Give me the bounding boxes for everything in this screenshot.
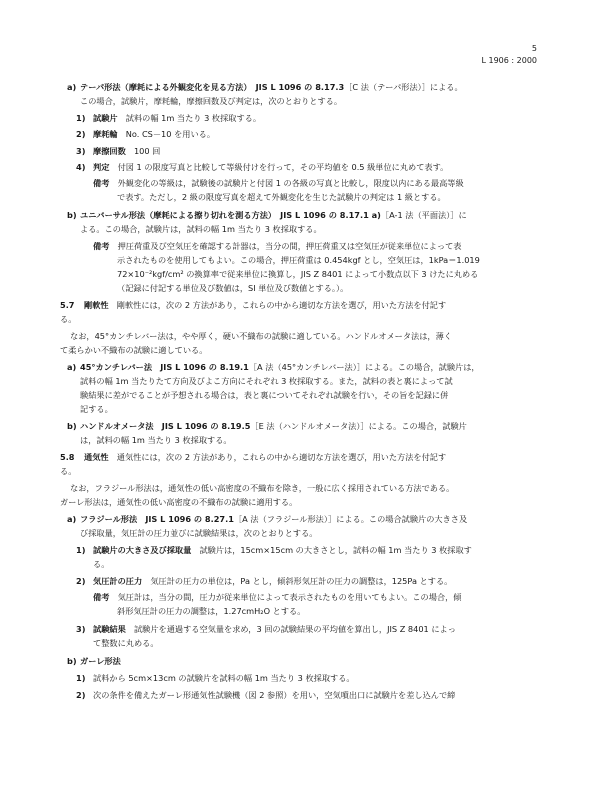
text-line: ガーレ形法は，通気性の低い高密度の不織布の試験に適用する。 — [60, 497, 298, 507]
document-code: L 1906 : 2000 — [481, 56, 537, 65]
text-line: 備考 押圧荷重及び空気圧を確認する計器は，当分の間，押圧荷重又は空気圧が従来単位によって表 — [93, 241, 462, 251]
text-line: この場合，試験片，摩耗輪，摩擦回数及び判定は，次のとおりとする。 — [80, 96, 343, 106]
text-line: は，試料の幅 1m 当たり 3 枚採取する。 — [80, 435, 232, 445]
clause-marker: b) — [67, 421, 77, 431]
text-line: 備考 外観変化の等級は，試験後の試験片と付図 1 の各級の写真と比較し，限度以内にある最高等級 — [93, 178, 464, 188]
text-line: る。 — [60, 314, 77, 324]
text-line: 45°カンチレバー法 JIS L 1096 の 8.19.1［A 法（45°カンチレバー法）］による。この場合，試験片は， — [80, 362, 480, 372]
text-line: 記する。 — [80, 404, 113, 414]
clause-marker: b) — [67, 656, 77, 666]
text-line: 剛軟性 剛軟性には，次の 2 方法があり，これらの中から適切な方法を選び，用いた方法を付記す — [84, 300, 447, 310]
clause-marker: 1) — [76, 113, 86, 123]
clause-marker: 4) — [76, 162, 86, 172]
text-line: フラジール形法 JIS L 1096 の 8.27.1［A 法（フラジール形法）］による。この場合試験片の大きさ及 — [80, 514, 468, 524]
clause-marker: 3) — [76, 624, 86, 634]
clause-marker: 3) — [76, 146, 86, 156]
clause-heading: 備考 — [93, 592, 110, 602]
clause-heading: 摩擦回数 — [93, 146, 126, 156]
text-line: 験結果に差がでることが予想される場合は，表と裏についてそれぞれ試験を行い，その旨を記録に併 — [80, 390, 449, 400]
clause-marker: a) — [67, 514, 77, 524]
clause-marker: b) — [67, 210, 77, 220]
text-line: よる。この場合，試験片は，試料の幅 1m 当たり 3 枚採取する。 — [80, 224, 322, 234]
text-line: 摩擦回数 100 回 — [93, 146, 161, 156]
text-line: 試験片の大きさ及び採取量 試験片は，15cm×15cm の大きさとし，試料の幅 1m 当たり 3 枚採取す — [93, 545, 472, 555]
text-line: なお，45°カンチレバー法は，やや厚く，硬い不織布の試験に適している。ハンドルオメータ法は，薄く — [70, 331, 452, 341]
text-line: 72×10⁻²kgf/cm² の換算率で従来単位に換算し，JIS Z 8401 によって小数点以下 3 けたに丸める — [117, 269, 479, 279]
text-line: る。 — [60, 466, 77, 476]
text-line: 試験片 試料の幅 1m 当たり 3 枚採取する。 — [93, 113, 262, 123]
clause-marker: 2) — [76, 690, 86, 700]
clause-heading: 気圧計の圧力 — [93, 576, 143, 586]
clause-heading: 摩耗輪 — [93, 129, 118, 139]
clause-heading: ハンドルオメータ法 JIS L 1096 の 8.19.5 — [80, 421, 251, 431]
text-line: なお，フラジール形法は，通気性の低い高密度の不織布を除き，一般に広く採用されている方法である。 — [70, 483, 455, 493]
clause-heading: 通気性 — [84, 452, 109, 462]
clause-heading: 備考 — [93, 178, 110, 188]
text-line: る。 — [93, 559, 110, 569]
clause-marker: a) — [67, 362, 77, 372]
clause-marker: a) — [67, 82, 77, 92]
clause-heading: 判定 — [93, 162, 110, 172]
text-line: ハンドルオメータ法 JIS L 1096 の 8.19.5［E 法（ハンドルオメータ法）］による。この場合，試験片 — [80, 421, 467, 431]
text-line: て柔らかい不織布の試験に適している。 — [60, 345, 208, 355]
clause-heading: テーパ形法（摩耗による外観変化を見る方法） JIS L 1096 の 8.17.3 — [80, 82, 345, 92]
text-line: 試験結果 試験片を通過する空気量を求め，3 回の試験結果の平均値を算出し，JIS Z 8401 によっ — [93, 624, 456, 634]
text-line: 試料の幅 1m 当たりたて方向及びよこ方向にそれぞれ 3 枚採取する。また，試料の表と裏によって試 — [80, 376, 453, 386]
text-line: 通気性 通気性には，次の 2 方法があり，これらの中から適切な方法を選び，用いた方法を付記す — [84, 452, 447, 462]
text-line: 摩耗輪 No. CS－10 を用いる。 — [93, 129, 216, 139]
text-line: 気圧計の圧力 気圧計の圧力の単位は，Pa とし，傾斜形気圧計の圧力の調整は，125Pa とする。 — [93, 576, 453, 586]
clause-heading: 試験結果 — [93, 624, 126, 634]
text-line: 判定 付図 1 の限度写真と比較して等級付けを行って，その平均値を 0.5 級単位に丸めて表す。 — [93, 162, 449, 172]
text-line: 次の条件を備えたガーレ形通気性試験機（図 2 参照）を用い，空気噴出口に試験片を差し込んで締 — [93, 690, 456, 700]
text-line: 示されたものを使用してもよい。この場合，押圧荷重は 0.454kgf とし，空気圧は，1kPa＝1.019 — [117, 255, 480, 265]
clause-heading: 試験片 — [93, 113, 118, 123]
clause-marker: 5.8 — [60, 452, 75, 462]
clause-heading: ガーレ形法 — [80, 656, 121, 666]
text-line: テーパ形法（摩耗による外観変化を見る方法） JIS L 1096 の 8.17.3［C 法（テーパ形法）］による。 — [80, 82, 463, 92]
text-line: で表す。ただし，2 級の限度写真を超えて外観変化を生じた試験片の判定は 1 級とする。 — [117, 192, 446, 202]
text-line: 試料から 5cm×13cm の試験片を試料の幅 1m 当たり 3 枚採取する。 — [93, 673, 355, 683]
text-line — [80, 656, 121, 667]
clause-marker: 1) — [76, 673, 86, 683]
clause-heading: フラジール形法 JIS L 1096 の 8.27.1 — [80, 514, 234, 524]
clause-heading: ユニバーサル形法（摩耗による擦り切れを測る方法） JIS L 1096 の 8.17.1 a) — [80, 210, 381, 220]
text-line: ユニバーサル形法（摩耗による擦り切れを測る方法） JIS L 1096 の 8.17.1 a)［A-1 法（平面法）］に — [80, 210, 467, 220]
text-line: て整数に丸める。 — [93, 638, 159, 648]
clause-marker: 1) — [76, 545, 86, 555]
clause-heading: 45°カンチレバー法 JIS L 1096 の 8.19.1 — [80, 362, 249, 372]
text-line: 斜形気圧計の圧力の調整は，1.27cmH₂O とする。 — [117, 606, 306, 616]
text-line: び採取量，気圧計の圧力並びに試験結果は，次のとおりとする。 — [80, 528, 318, 538]
clause-marker: 2) — [76, 129, 86, 139]
clause-heading: 剛軟性 — [84, 300, 109, 310]
page-number: 5 — [531, 44, 537, 53]
clause-marker: 5.7 — [60, 300, 75, 310]
clause-marker: 2) — [76, 576, 86, 586]
text-line: （記録に付記する単位及び数値は，SI 単位及び数値とする。）。 — [117, 283, 349, 293]
clause-heading: 備考 — [93, 241, 110, 251]
clause-heading: 試験片の大きさ及び採取量 — [93, 545, 192, 555]
text-line: 備考 気圧計は，当分の間，圧力が従来単位によって表示されたものを用いてもよい。この場合，傾 — [93, 592, 462, 602]
